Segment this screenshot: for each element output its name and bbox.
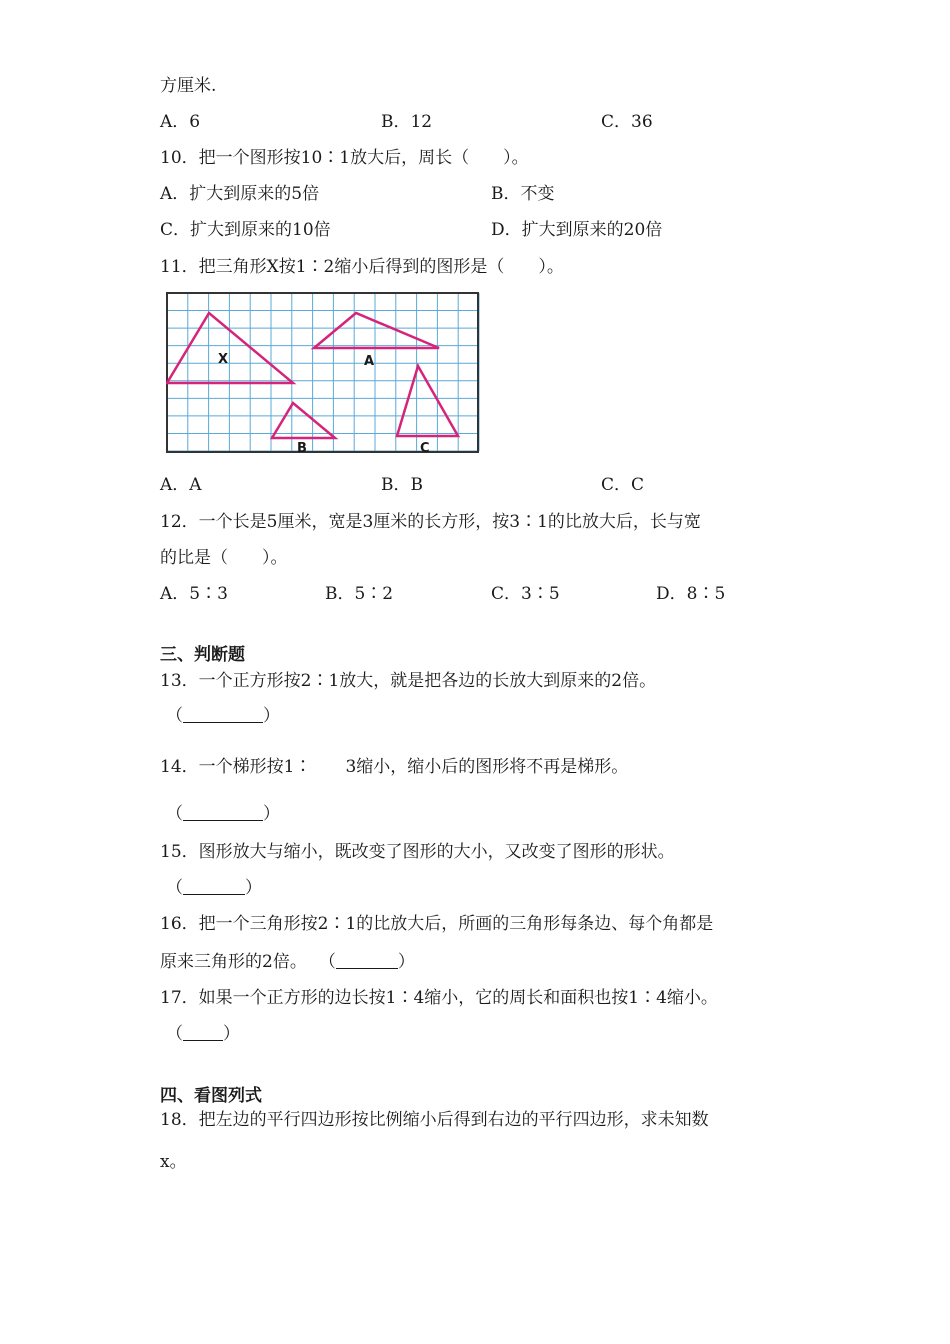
q14-stem: 14．一个梯形按1∶ 3缩小，缩小后的图形将不再是梯形。 <box>160 757 629 777</box>
q12-stem-line2: 的比是（ ）。 <box>160 548 288 568</box>
q17-answer-blank[interactable] <box>166 1022 240 1046</box>
paren-close: ） <box>245 878 262 898</box>
triangle-x <box>167 313 293 383</box>
paren-close: ） <box>223 1024 240 1044</box>
q9-option-a: A．6 <box>160 112 201 132</box>
q13-answer-blank[interactable] <box>166 704 280 728</box>
q16-answer-blank[interactable]: （ ） <box>318 952 415 972</box>
q9-option-c: C．36 <box>601 112 653 132</box>
triangle-b <box>272 403 335 438</box>
q12-option-b: B．5∶2 <box>325 584 394 604</box>
paren-close: ） <box>263 804 280 824</box>
q10-option-d: D．扩大到原来的20倍 <box>491 220 663 240</box>
q18-stem-line1: 18．把左边的平行四边形按比例缩小后得到右边的平行四边形，求未知数 <box>160 1110 709 1130</box>
q15-stem: 15．图形放大与缩小，既改变了图形的大小，又改变了图形的形状。 <box>160 842 675 862</box>
section3-title: 三、判断题 <box>160 645 245 665</box>
q9-option-b: B．12 <box>381 112 433 132</box>
q10-option-a: A．扩大到原来的5倍 <box>160 184 320 204</box>
q12-option-a: A．5∶3 <box>160 584 228 604</box>
section4-title: 四、看图列式 <box>160 1086 262 1106</box>
paren-open: （ <box>166 706 183 726</box>
q9-tail: 方厘米. <box>160 76 217 96</box>
triangle-c <box>397 366 458 436</box>
triangle-a <box>314 313 439 348</box>
q11-stem: 11．把三角形X按1∶2缩小后得到的图形是（ ）。 <box>160 257 564 277</box>
label-a: A <box>364 354 375 369</box>
q10-option-c: C．扩大到原来的10倍 <box>160 220 331 240</box>
triangle-grid-figure <box>166 292 480 456</box>
paren-close: ） <box>263 706 280 726</box>
label-b: B <box>297 441 307 456</box>
q12-stem-line1: 12．一个长是5厘米，宽是3厘米的长方形，按3∶1的比放大后，长与宽 <box>160 512 701 532</box>
q11-option-b: B．B <box>381 475 423 495</box>
q14-answer-blank[interactable] <box>166 802 280 826</box>
q15-answer-blank[interactable] <box>166 876 262 900</box>
q11-option-a: A．A <box>160 475 202 495</box>
label-c: C <box>420 441 430 456</box>
q12-option-c: C．3∶5 <box>491 584 560 604</box>
q13-stem: 13．一个正方形按2∶1放大，就是把各边的长放大到原来的2倍。 <box>160 671 657 691</box>
q17-stem: 17．如果一个正方形的边长按1∶4缩小，它的周长和面积也按1∶4缩小。 <box>160 988 718 1008</box>
paren-open: （ <box>166 804 183 824</box>
label-x: X <box>218 352 229 367</box>
q10-stem: 10．把一个图形按10∶1放大后，周长（ ）。 <box>160 148 529 168</box>
q16-stem-line1: 16．把一个三角形按2∶1的比放大后，所画的三角形每条边、每个角都是 <box>160 914 714 934</box>
q16-stem-line2: 原来三角形的2倍。 （ ） <box>160 952 415 972</box>
q12-option-d: D．8∶5 <box>656 584 726 604</box>
q10-option-b: B．不变 <box>491 184 555 204</box>
paren-open: （ <box>166 1024 183 1044</box>
q11-option-c: C．C <box>601 475 645 495</box>
q18-stem-line2: x。 <box>160 1152 187 1172</box>
paren-open: （ <box>166 878 183 898</box>
